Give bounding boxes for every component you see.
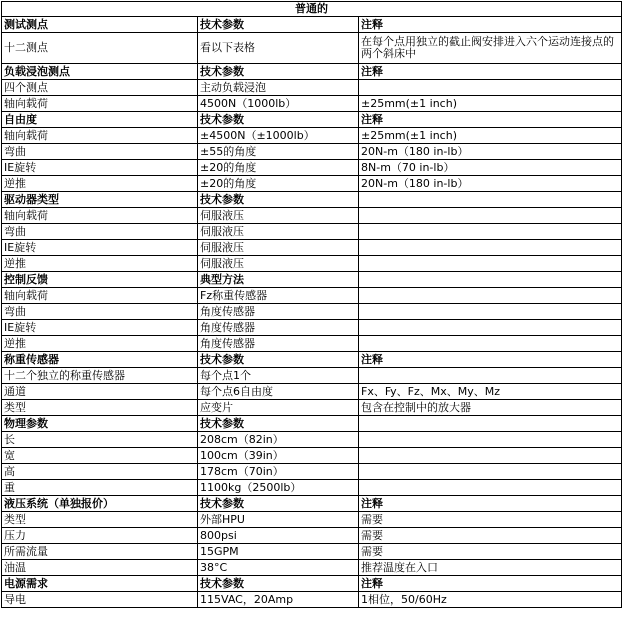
value-cell: 典型方法: [198, 272, 359, 288]
label-cell: 十二个独立的称重传感器: [2, 368, 198, 384]
note-cell: [359, 320, 622, 336]
table-row: [2, 208, 622, 224]
note-cell: 注释: [359, 576, 622, 592]
note-cell: 需要: [359, 512, 622, 528]
note-cell: 在每个点用独立的截止阀安排进入六个运动连接点的两个斜床中: [359, 33, 622, 64]
value-cell: 应变片: [198, 400, 359, 416]
table-row: [2, 304, 622, 320]
value-cell: Fz称重传感器: [198, 288, 359, 304]
value-cell: 每个点6自由度: [198, 384, 359, 400]
table-row: [2, 33, 622, 64]
value-cell: 角度传感器: [198, 304, 359, 320]
label-cell: 轴向载荷: [2, 128, 198, 144]
label-cell: 高: [2, 464, 198, 480]
section-header-row: [2, 496, 622, 512]
table-row: [2, 544, 622, 560]
label-cell: 长: [2, 432, 198, 448]
note-cell: 注释: [359, 17, 622, 33]
label-cell: IE旋转: [2, 160, 198, 176]
value-cell: 主动负载浸泡: [198, 80, 359, 96]
value-cell: 技术参数: [198, 496, 359, 512]
value-cell: 15GPM: [198, 544, 359, 560]
label-cell: 测试测点: [2, 17, 198, 33]
label-cell: 逆推: [2, 256, 198, 272]
note-cell: 注释: [359, 64, 622, 80]
note-cell: [359, 208, 622, 224]
label-cell: 所需流量: [2, 544, 198, 560]
note-cell: [359, 304, 622, 320]
value-cell: 角度传感器: [198, 336, 359, 352]
label-cell: IE旋转: [2, 240, 198, 256]
table-row: [2, 432, 622, 448]
section-header-row: [2, 352, 622, 368]
note-cell: 注释: [359, 496, 622, 512]
note-cell: 20N-m（180 in-lb）: [359, 176, 622, 192]
value-cell: 800psi: [198, 528, 359, 544]
note-cell: [359, 480, 622, 496]
label-cell: 逆推: [2, 176, 198, 192]
value-cell: 角度传感器: [198, 320, 359, 336]
value-cell: ±20的角度: [198, 160, 359, 176]
value-cell: 115VAC，20Amp: [198, 592, 359, 608]
label-cell: IE旋转: [2, 320, 198, 336]
label-cell: 类型: [2, 512, 198, 528]
table-row: [2, 464, 622, 480]
note-cell: 包含在控制中的放大器: [359, 400, 622, 416]
label-cell: 宽: [2, 448, 198, 464]
label-cell: 重: [2, 480, 198, 496]
note-cell: 需要: [359, 528, 622, 544]
note-cell: 需要: [359, 544, 622, 560]
label-cell: 轴向载荷: [2, 288, 198, 304]
label-cell: 类型: [2, 400, 198, 416]
label-cell: 弯曲: [2, 224, 198, 240]
value-cell: ±55的角度: [198, 144, 359, 160]
table-row: [2, 176, 622, 192]
value-cell: 技术参数: [198, 416, 359, 432]
table-row: [2, 448, 622, 464]
table-row: [2, 384, 622, 400]
note-cell: ±25mm(±1 inch): [359, 96, 622, 112]
label-cell: 油温: [2, 560, 198, 576]
label-cell: 通道: [2, 384, 198, 400]
value-cell: 技术参数: [198, 576, 359, 592]
label-cell: 驱动器类型: [2, 192, 198, 208]
section-header-row: [2, 112, 622, 128]
value-cell: 伺服液压: [198, 224, 359, 240]
value-cell: 208cm（82in）: [198, 432, 359, 448]
value-cell: 技术参数: [198, 112, 359, 128]
label-cell: 导电: [2, 592, 198, 608]
note-cell: ±25mm(±1 inch): [359, 128, 622, 144]
note-cell: [359, 224, 622, 240]
label-cell: 控制反馈: [2, 272, 198, 288]
label-cell: 电源需求: [2, 576, 198, 592]
value-cell: 看以下表格: [198, 33, 359, 64]
note-cell: 推荐温度在入口: [359, 560, 622, 576]
note-cell: [359, 80, 622, 96]
title-row: [2, 2, 622, 17]
spec-table: [1, 1, 622, 608]
value-cell: 技术参数: [198, 192, 359, 208]
note-cell: [359, 336, 622, 352]
label-cell: 轴向载荷: [2, 208, 198, 224]
label-cell: 四个测点: [2, 80, 198, 96]
value-cell: 4500N（1000lb）: [198, 96, 359, 112]
table-row: [2, 256, 622, 272]
value-cell: ±20的角度: [198, 176, 359, 192]
section-header-row: [2, 17, 622, 33]
section-header-row: [2, 576, 622, 592]
table-row: [2, 224, 622, 240]
label-cell: 自由度: [2, 112, 198, 128]
label-cell: 逆推: [2, 336, 198, 352]
value-cell: 1100kg（2500lb）: [198, 480, 359, 496]
table-row: [2, 96, 622, 112]
value-cell: 技术参数: [198, 17, 359, 33]
note-cell: [359, 272, 622, 288]
value-cell: 38°C: [198, 560, 359, 576]
value-cell: 技术参数: [198, 352, 359, 368]
value-cell: 伺服液压: [198, 256, 359, 272]
section-header-row: [2, 64, 622, 80]
value-cell: 每个点1个: [198, 368, 359, 384]
table-row: [2, 320, 622, 336]
table-row: [2, 528, 622, 544]
note-cell: 1相位，50/60Hz: [359, 592, 622, 608]
label-cell: 称重传感器: [2, 352, 198, 368]
section-header-row: [2, 416, 622, 432]
note-cell: 注释: [359, 112, 622, 128]
label-cell: 负载浸泡测点: [2, 64, 198, 80]
value-cell: 技术参数: [198, 64, 359, 80]
value-cell: 外部HPU: [198, 512, 359, 528]
note-cell: [359, 240, 622, 256]
note-cell: [359, 432, 622, 448]
table-row: [2, 368, 622, 384]
table-row: [2, 512, 622, 528]
section-header-row: [2, 272, 622, 288]
note-cell: [359, 288, 622, 304]
table-row: [2, 128, 622, 144]
value-cell: ±4500N（±1000lb）: [198, 128, 359, 144]
value-cell: 伺服液压: [198, 208, 359, 224]
table-row: [2, 80, 622, 96]
table-row: [2, 336, 622, 352]
table-title: 普通的: [2, 2, 622, 17]
label-cell: 轴向载荷: [2, 96, 198, 112]
label-cell: 十二测点: [2, 33, 198, 64]
value-cell: 100cm（39in）: [198, 448, 359, 464]
note-cell: 8N-m（70 in-lb）: [359, 160, 622, 176]
note-cell: [359, 192, 622, 208]
note-cell: Fx、Fy、Fz、Mx、My、Mz: [359, 384, 622, 400]
note-cell: [359, 416, 622, 432]
table-row: [2, 480, 622, 496]
table-row: [2, 240, 622, 256]
table-row: [2, 560, 622, 576]
note-cell: [359, 256, 622, 272]
section-header-row: [2, 192, 622, 208]
label-cell: 弯曲: [2, 144, 198, 160]
table-row: [2, 592, 622, 608]
note-cell: 注释: [359, 352, 622, 368]
table-row: [2, 160, 622, 176]
table-row: [2, 400, 622, 416]
table-row: [2, 288, 622, 304]
label-cell: 压力: [2, 528, 198, 544]
value-cell: 伺服液压: [198, 240, 359, 256]
label-cell: 液压系统（单独报价）: [2, 496, 198, 512]
label-cell: 物理参数: [2, 416, 198, 432]
note-cell: [359, 464, 622, 480]
value-cell: 178cm（70in）: [198, 464, 359, 480]
table-row: [2, 144, 622, 160]
note-cell: [359, 368, 622, 384]
note-cell: 20N-m（180 in-lb）: [359, 144, 622, 160]
note-cell: [359, 448, 622, 464]
label-cell: 弯曲: [2, 304, 198, 320]
